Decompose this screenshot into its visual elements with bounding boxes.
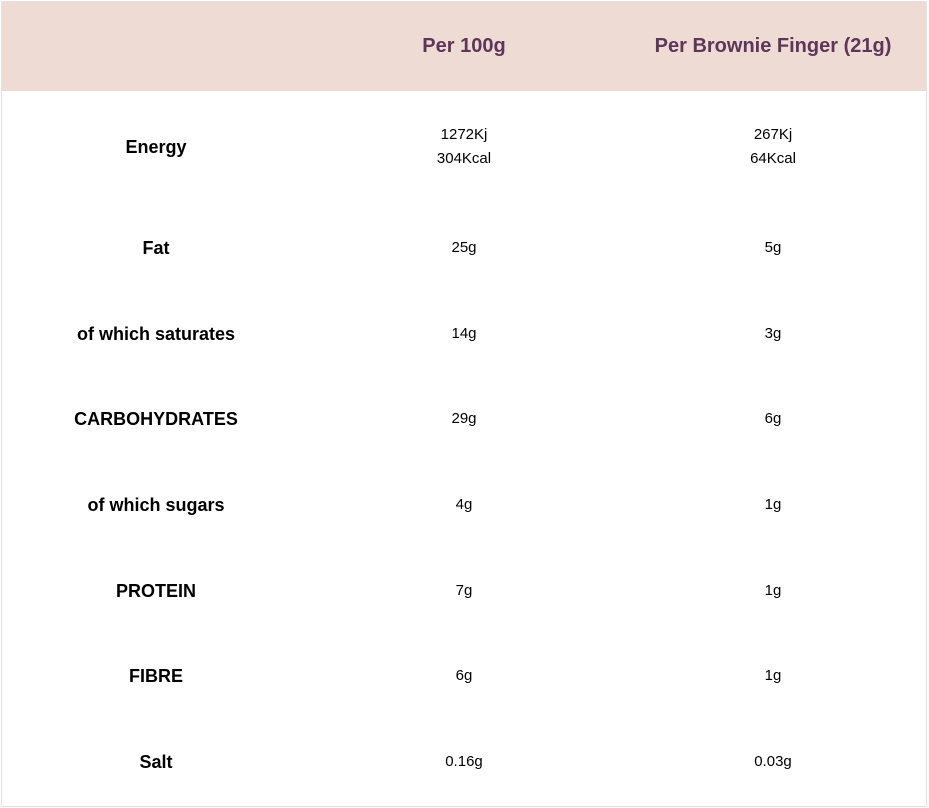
row-label: PROTEIN <box>115 581 196 601</box>
table-row-sugars <box>2 491 926 519</box>
table-row-saturates <box>2 320 926 348</box>
header-per-100g: Per 100g <box>422 35 506 57</box>
table-row-fibre <box>2 662 926 690</box>
value-per-finger: 1g <box>764 582 782 599</box>
table-row-salt <box>2 748 926 776</box>
row-label: of which saturates <box>76 324 236 344</box>
value-per-100g: 6g <box>455 667 473 684</box>
value-per-100g: 14g <box>451 325 477 342</box>
value-per-100g: 4g <box>455 496 473 513</box>
value-per-finger: 6g <box>764 410 782 427</box>
table-row-protein <box>2 577 926 605</box>
value-per-finger: 1g <box>764 667 782 684</box>
row-label: of which sugars <box>87 495 225 515</box>
value-per-100g: 25g <box>451 239 477 256</box>
value-per-finger: 1g <box>764 496 782 513</box>
table-header <box>2 2 926 91</box>
value-per-finger: 3g <box>764 325 782 342</box>
value-per-100g: 7g <box>455 582 473 599</box>
row-label: CARBOHYDRATES <box>74 409 238 429</box>
value-per-finger: 5g <box>764 239 782 256</box>
row-label: Energy <box>125 137 187 157</box>
value-per-100g <box>311 123 617 171</box>
value-line: 1272Kj <box>440 126 488 143</box>
header-label-blank <box>2 2 310 91</box>
value-line: 64Kcal <box>750 150 796 167</box>
value-line: 304Kcal <box>436 150 492 167</box>
value-per-finger: 0.03g <box>754 753 792 770</box>
row-label: Salt <box>139 752 173 772</box>
header-per-finger: Per Brownie Finger (21g) <box>654 35 892 57</box>
table-row-energy <box>2 123 926 171</box>
value-per-finger <box>619 123 927 171</box>
row-label: FIBRE <box>129 666 183 686</box>
value-line: 267Kj <box>753 126 793 143</box>
table-row-fat <box>2 234 926 262</box>
row-label: Fat <box>142 238 170 258</box>
value-per-100g: 0.16g <box>445 753 483 770</box>
table-row-carbohydrates <box>2 405 926 433</box>
nutrition-table <box>1 1 927 807</box>
value-per-100g: 29g <box>451 410 477 427</box>
